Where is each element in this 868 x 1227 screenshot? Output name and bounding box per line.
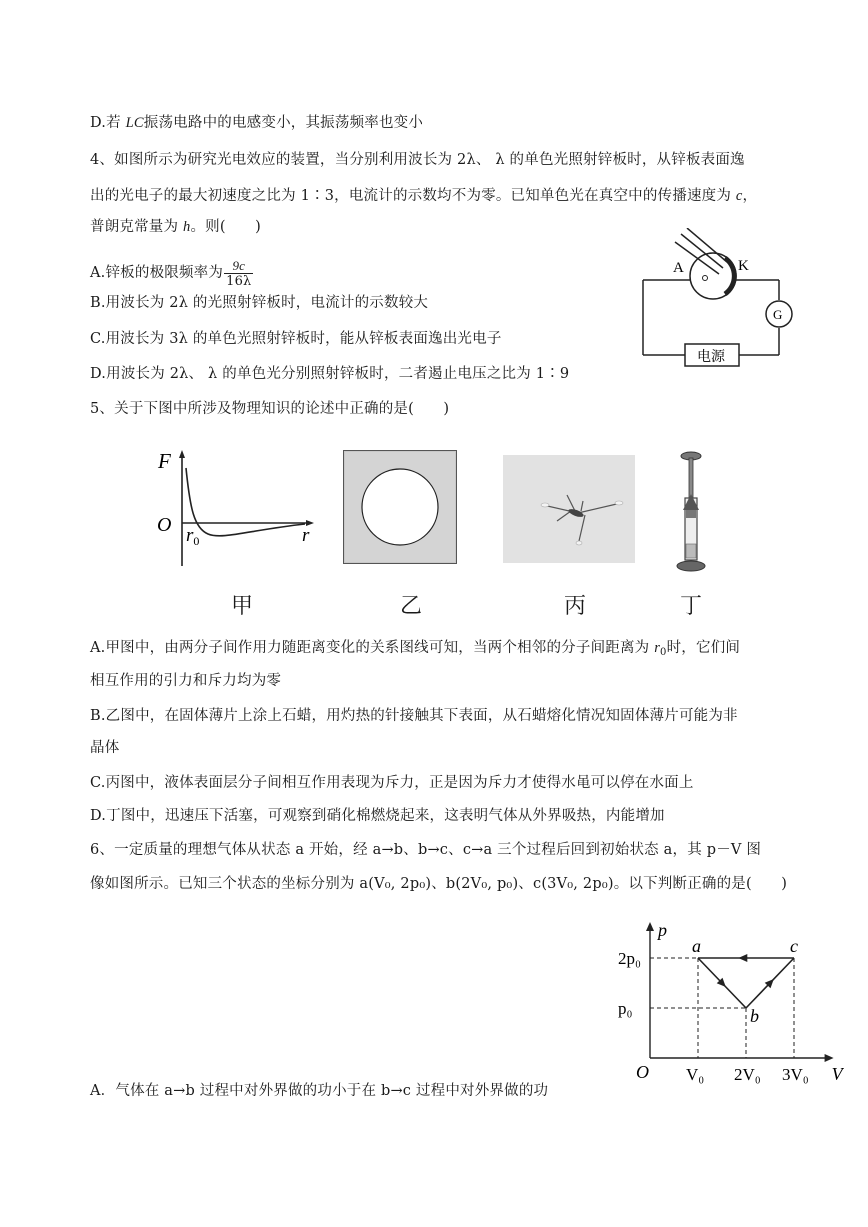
x-tick-label: V₀ xyxy=(686,1065,705,1084)
y-tick-label: 2p₀ xyxy=(618,949,641,968)
q5-stem: 5、关于下图中所涉及物理知识的论述中正确的是( ) xyxy=(90,401,450,417)
origin-label: O xyxy=(636,1062,649,1082)
point-label-b: b xyxy=(750,1006,759,1026)
q5-option-d: D.丁图中，迅速压下活塞，可观察到硝化棉燃烧起来，这表明气体从外界吸热，内能增加 xyxy=(90,808,665,824)
fig-jia-molecular-force xyxy=(150,448,320,576)
q4-optA-den: 16λ xyxy=(226,273,252,289)
label-r: r xyxy=(302,525,310,546)
q5-option-b-line1: B.乙图中，在固体薄片上涂上石蜡，用灼热的针接触其下表面，从石蜡熔化情况知固体薄片可能为非 xyxy=(90,708,738,724)
q4-line3-b: 。则( ) xyxy=(190,219,261,235)
q6-stem-line1: 6、一定质量的理想气体从状态 a 开始，经 a→b、b→c、c→a 三个过程后回到初始状态 a，其 p－V 图 xyxy=(90,842,762,858)
photoelectric-apparatus-figure xyxy=(635,228,805,373)
label-k: K xyxy=(738,258,749,274)
label-g: G xyxy=(773,307,783,322)
q5-option-a-line1 xyxy=(90,638,740,663)
q4-line2-c: c xyxy=(735,188,743,204)
point-label-a: a xyxy=(692,936,701,956)
fig-ding-fire-syringe xyxy=(672,448,712,576)
q4-option-a xyxy=(90,254,253,292)
q6-option-a: A．气体在 a→b 过程中对外界做的功小于在 b→c 过程中对外界做的功 xyxy=(90,1083,549,1099)
caption-yi: 乙 xyxy=(400,594,423,619)
q4-optA-fraction xyxy=(224,258,253,289)
q6-stem-line2: 像如图所示。已知三个状态的坐标分别为 a(V₀, 2p₀)、b(2V₀, p₀)、c(3V₀, 2p₀)。以下判断正确的是( ) xyxy=(90,876,788,892)
q4-stem-line3 xyxy=(90,217,261,237)
label-a: A xyxy=(673,260,684,276)
q4-optA-num: 9c xyxy=(224,258,253,274)
label-r0 xyxy=(186,525,199,548)
q4-stem-line2 xyxy=(90,186,757,206)
q4-line2-a: 出的光电子的最大初速度之比为 1∶3，电流计的示数均不为零。已知单色光在真空中的传播速度为 xyxy=(90,188,736,204)
q3d-prefix: D.若 xyxy=(90,115,126,131)
label-o: O xyxy=(157,514,172,536)
x-tick-label: 3V₀ xyxy=(782,1065,809,1084)
label-r0-r: r xyxy=(186,525,194,546)
q4-stem-line1: 4、如图所示为研究光电效应的装置，当分别利用波长为 2λ、 λ 的单色光照射锌板时，从锌板表面逸 xyxy=(90,152,745,168)
fig-yi-solid-plate xyxy=(343,450,458,565)
q5-optA-r: r xyxy=(654,640,661,656)
caption-bing: 丙 xyxy=(564,594,587,619)
q3d-lc: LC xyxy=(125,115,144,131)
arrow-c-a xyxy=(738,954,747,962)
fig-bing-water-strider xyxy=(503,455,635,563)
pv-chart xyxy=(612,905,844,1085)
q4-optA-text: A.锌板的极限频率为 xyxy=(90,265,224,281)
q5-option-c: C.丙图中，液体表面层分子间相互作用表现为斥力，正是因为斥力才使得水黾可以停在水面上 xyxy=(90,775,694,791)
q4-option-b: B.用波长为 2λ 的光照射锌板时，电流计的示数较大 xyxy=(90,295,429,311)
q4-option-c: C.用波长为 3λ 的单色光照射锌板时，能从锌板表面逸出光电子 xyxy=(90,331,502,347)
q5-optA-sub: 0 xyxy=(660,647,667,658)
y-tick-label: p₀ xyxy=(618,999,633,1018)
q3-option-d xyxy=(90,113,423,133)
q5-option-a-line2: 相互作用的引力和斥力均为零 xyxy=(90,673,282,689)
x-axis-arrow xyxy=(825,1054,834,1062)
label-r0-sub: 0 xyxy=(193,534,200,548)
y-axis-label: p xyxy=(658,920,667,940)
y-axis-arrow xyxy=(646,922,654,931)
q4-line3-h: h xyxy=(183,219,191,235)
q5-optA-b: 时，它们间 xyxy=(666,640,741,656)
point-label-c: c xyxy=(790,936,798,956)
label-f: F xyxy=(158,449,171,473)
q4-line3-a: 普朗克常量为 xyxy=(90,219,184,235)
q3d-rest: 振荡电路中的电感变小，其振荡频率也变小 xyxy=(143,115,424,131)
caption-ding: 丁 xyxy=(680,594,703,619)
x-tick-label: 2V₀ xyxy=(734,1065,761,1084)
q4-option-d: D.用波长为 2λ、 λ 的单色光分别照射锌板时，二者遏止电压之比为 1∶9 xyxy=(90,366,570,382)
q5-option-b-line2: 晶体 xyxy=(90,740,120,756)
caption-jia: 甲 xyxy=(231,594,254,619)
label-power-source: 电源 xyxy=(697,350,725,365)
q4-line2-b: ， xyxy=(742,188,758,204)
x-axis-label: V xyxy=(831,1064,843,1084)
q5-optA-a: A.甲图中，由两分子间作用力随距离变化的关系图线可知，当两个相邻的分子间距离为 xyxy=(90,640,655,656)
